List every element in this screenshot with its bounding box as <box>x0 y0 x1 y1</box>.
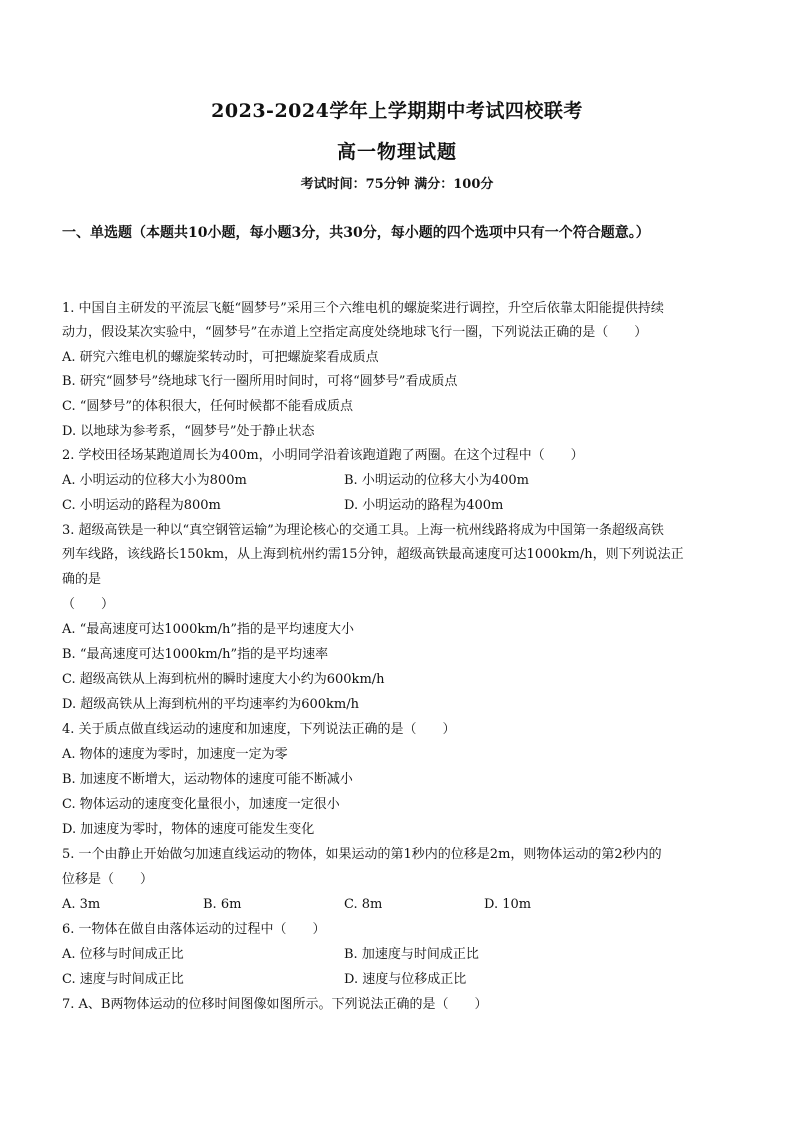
question-5-option-c: C. 8m <box>344 897 383 912</box>
question-4-option-a: A. 物体的速度为零时，加速度一定为零 <box>62 747 288 762</box>
exam-title: 2023-2024学年上学期期中考试四校联考 <box>211 100 583 122</box>
question-6-option-c: C. 速度与时间成正比 <box>62 972 184 987</box>
question-3-option-d: D. 超级高铁从上海到杭州的平均速率约为600km/h <box>62 697 359 712</box>
question-1-stem-line-2: 动力，假设某次实验中，“圆梦号”在赤道上空指定高度处绕地球飞行一圈，下列说法正确的是（ ） <box>62 325 648 340</box>
question-4-option-b: B. 加速度不断增大，运动物体的速度可能不断减小 <box>62 772 353 787</box>
question-1-option-c: C. “圆梦号”的体积很大，任何时候都不能看成质点 <box>62 399 354 414</box>
question-5-option-a: A. 3m <box>62 897 101 912</box>
question-5-stem-line-1: 5. 一个由静止开始做匀加速直线运动的物体，如果运动的第1秒内的位移是2m，则物体运动的第2秒内的 <box>62 847 662 862</box>
question-1-option-b: B. 研究“圆梦号”绕地球飞行一圈所用时间时，可将“圆梦号”看成质点 <box>62 374 458 389</box>
question-5-option-b: B. 6m <box>203 897 242 912</box>
question-3-stem-line-4: （ ） <box>62 597 115 612</box>
question-7-stem: 7. A、B两物体运动的位移时间图像如图所示。下列说法正确的是（ ） <box>62 997 488 1012</box>
exam-info: 考试时间：75分钟 满分：100分 <box>300 177 494 192</box>
question-3-stem-line-2: 列车线路，该线路长150km，从上海到杭州约需15分钟，超级高铁最高速度可达1000km/h，则下列说法正 <box>62 547 684 562</box>
question-3-option-c: C. 超级高铁从上海到杭州的瞬时速度大小约为600km/h <box>62 672 385 687</box>
question-2-option-b: B. 小明运动的位移大小为400m <box>344 473 529 488</box>
question-5-stem-line-2: 位移是（ ） <box>62 872 154 887</box>
question-6-stem: 6. 一物体在做自由落体运动的过程中（ ） <box>62 922 326 937</box>
question-1-stem-line-1: 1. 中国自主研发的平流层飞艇“圆梦号”采用三个六维电机的螺旋桨进行调控，升空后依靠太阳能提供持续 <box>62 301 664 316</box>
question-2-option-a: A. 小明运动的位移大小为800m <box>62 473 247 488</box>
question-1-option-d: D. 以地球为参考系，“圆梦号”处于静止状态 <box>62 424 315 439</box>
exam-subtitle: 高一物理试题 <box>336 141 457 163</box>
question-2-option-c: C. 小明运动的路程为800m <box>62 498 221 513</box>
question-3-option-a: A. “最高速度可达1000km/h”指的是平均速度大小 <box>62 622 354 637</box>
question-5-option-d: D. 10m <box>484 897 532 912</box>
question-3-option-b: B. “最高速度可达1000km/h”指的是平均速率 <box>62 647 329 662</box>
question-4-option-c: C. 物体运动的速度变化量很小，加速度一定很小 <box>62 797 340 812</box>
question-6-option-a: A. 位移与时间成正比 <box>62 947 184 962</box>
question-2-stem: 2. 学校田径场某跑道周长为400m，小明同学沿着该跑道跑了两圈。在这个过程中（ ） <box>62 448 584 463</box>
question-3-stem-line-1: 3. 超级高铁是一种以“真空钢管运输”为理论核心的交通工具。上海一杭州线路将成为中国第一条超级高铁 <box>62 523 664 538</box>
section-heading: 一、单选题（本题共10小题，每小题3分，共30分，每小题的四个选项中只有一个符合题意。） <box>62 225 650 241</box>
question-2-option-d: D. 小明运动的路程为400m <box>344 498 504 513</box>
question-4-stem: 4. 关于质点做直线运动的速度和加速度，下列说法正确的是（ ） <box>62 722 456 737</box>
question-4-option-d: D. 加速度为零时，物体的速度可能发生变化 <box>62 822 315 837</box>
question-6-option-b: B. 加速度与时间成正比 <box>344 947 479 962</box>
question-3-stem-line-3: 确的是 <box>62 572 102 587</box>
question-6-option-d: D. 速度与位移成正比 <box>344 972 467 987</box>
question-1-option-a: A. 研究六维电机的螺旋桨转动时，可把螺旋桨看成质点 <box>62 350 379 365</box>
